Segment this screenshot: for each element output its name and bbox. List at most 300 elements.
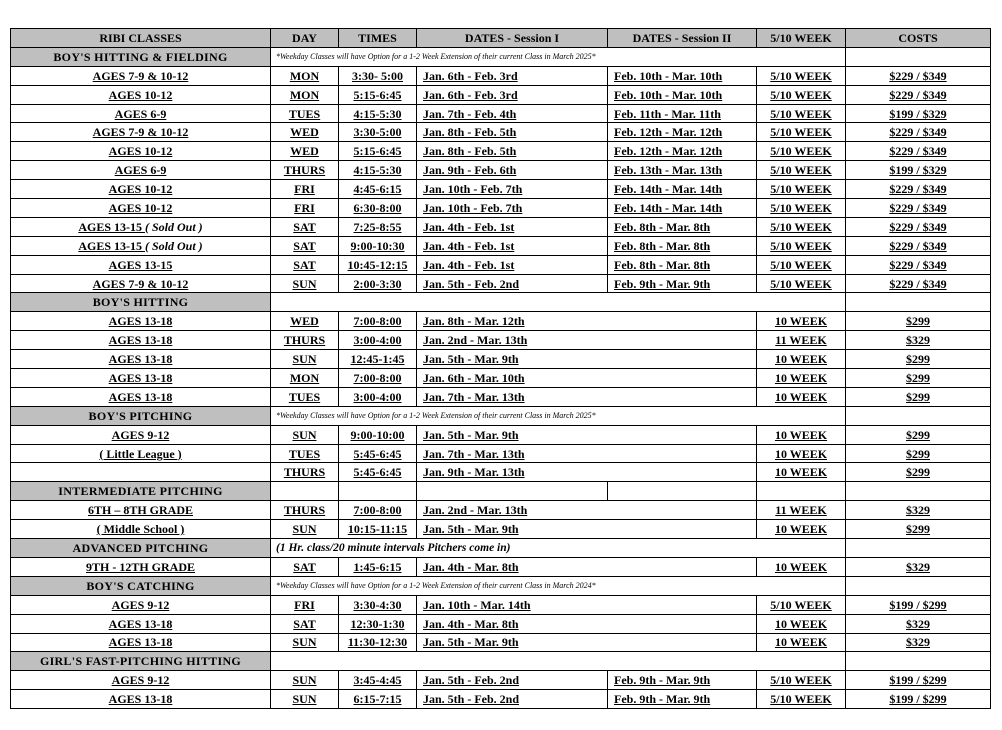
section-blank-cell bbox=[339, 482, 417, 501]
session-1-cell-text: Jan. 5th - Feb. 2nd bbox=[423, 692, 520, 707]
class-row bbox=[11, 142, 991, 161]
day-cell-text: FRI bbox=[294, 182, 315, 197]
header-session-1 bbox=[417, 29, 608, 48]
day-cell-text: MON bbox=[289, 68, 320, 83]
time-cell-text: 7:25-8:55 bbox=[353, 219, 402, 234]
week-cell bbox=[757, 369, 846, 388]
cost-cell-text: $229 / $349 bbox=[889, 276, 947, 291]
time-cell bbox=[339, 312, 417, 331]
week-cell-text: 5/10 WEEK bbox=[770, 106, 832, 121]
section-blank-cell bbox=[608, 482, 757, 501]
time-cell bbox=[339, 520, 417, 539]
time-cell-text: 5:15-6:45 bbox=[353, 87, 402, 102]
session-dates-cell bbox=[417, 425, 757, 444]
class-row bbox=[11, 331, 991, 350]
cost-cell bbox=[846, 331, 991, 350]
session-1-cell bbox=[417, 274, 608, 293]
time-cell bbox=[339, 142, 417, 161]
day-cell-text: WED bbox=[290, 144, 319, 159]
time-cell bbox=[339, 425, 417, 444]
week-cell bbox=[757, 274, 846, 293]
section-title-text: BOY'S HITTING & FIELDING bbox=[53, 49, 228, 64]
class-row bbox=[11, 557, 991, 576]
age-cell-text: AGES 7-9 & 10-12 bbox=[92, 276, 189, 291]
session-1-cell bbox=[417, 180, 608, 199]
week-cell-text: 5/10 WEEK bbox=[770, 238, 832, 253]
cost-cell-text: $329 bbox=[906, 503, 930, 518]
cost-cell bbox=[846, 312, 991, 331]
cost-cell-text: $299 bbox=[906, 427, 930, 442]
session-dates-cell bbox=[417, 614, 757, 633]
session-2-cell bbox=[608, 85, 757, 104]
header-times-text: TIMES bbox=[358, 30, 397, 45]
age-cell-text: AGES 13-15 bbox=[78, 238, 142, 253]
section-note bbox=[271, 406, 846, 425]
session-2-cell-text: Feb. 9th - Mar. 9th bbox=[614, 692, 711, 707]
cost-cell-text: $229 / $349 bbox=[889, 257, 947, 272]
week-cell-text: 5/10 WEEK bbox=[770, 257, 832, 272]
time-cell-text: 3:45-4:45 bbox=[353, 673, 402, 688]
time-cell bbox=[339, 274, 417, 293]
week-cell-text: 5/10 WEEK bbox=[770, 125, 832, 140]
day-cell-text: SUN bbox=[292, 635, 317, 650]
time-cell-text: 11:30-12:30 bbox=[347, 635, 408, 650]
session-1-cell bbox=[417, 66, 608, 85]
session-dates-cell-text: Jan. 5th - Mar. 9th bbox=[423, 635, 519, 650]
section-title-text: BOY'S CATCHING bbox=[86, 578, 195, 593]
day-cell-text: THURS bbox=[283, 503, 326, 518]
cost-cell bbox=[846, 217, 991, 236]
time-cell bbox=[339, 104, 417, 123]
session-1-cell bbox=[417, 690, 608, 709]
week-cell bbox=[757, 690, 846, 709]
day-cell bbox=[271, 633, 339, 652]
cost-cell bbox=[846, 236, 991, 255]
session-1-cell bbox=[417, 104, 608, 123]
cost-cell-text: $199 / $299 bbox=[889, 597, 947, 612]
week-cell bbox=[757, 463, 846, 482]
time-cell-text: 4:45-6:15 bbox=[353, 182, 402, 197]
week-cell bbox=[757, 199, 846, 218]
time-cell bbox=[339, 66, 417, 85]
session-dates-cell bbox=[417, 331, 757, 350]
section-header-row bbox=[11, 293, 991, 312]
week-cell-text: 5/10 WEEK bbox=[770, 163, 832, 178]
header-costs-text: COSTS bbox=[898, 30, 938, 45]
week-cell bbox=[757, 180, 846, 199]
cost-cell-text: $329 bbox=[906, 333, 930, 348]
session-2-cell-text: Feb. 12th - Mar. 12th bbox=[614, 125, 723, 140]
week-cell-text: 10 WEEK bbox=[774, 352, 828, 367]
class-row bbox=[11, 66, 991, 85]
cost-cell-text: $299 bbox=[906, 370, 930, 385]
day-cell-text: SUN bbox=[292, 427, 317, 442]
age-cell bbox=[11, 350, 271, 369]
session-2-cell-text: Feb. 14th - Mar. 14th bbox=[614, 182, 723, 197]
session-1-cell bbox=[417, 85, 608, 104]
day-cell bbox=[271, 123, 339, 142]
day-cell bbox=[271, 557, 339, 576]
age-cell-text: 9TH - 12TH GRADE bbox=[85, 559, 195, 574]
cost-cell-text: $299 bbox=[906, 522, 930, 537]
class-row bbox=[11, 123, 991, 142]
time-cell-text: 9:00-10:30 bbox=[350, 238, 405, 253]
age-cell bbox=[11, 520, 271, 539]
week-cell-text: 10 WEEK bbox=[774, 370, 828, 385]
day-cell-text: WED bbox=[290, 125, 319, 140]
section-note-text: *Weekday Classes will have Option for a 1-2 Week Extension of their current Class in March 2025* bbox=[276, 410, 596, 420]
session-2-cell bbox=[608, 66, 757, 85]
session-dates-cell-text: Jan. 5th - Mar. 9th bbox=[423, 522, 519, 537]
age-cell bbox=[11, 274, 271, 293]
week-cell-text: 10 WEEK bbox=[774, 427, 828, 442]
session-1-cell-text: Jan. 5th - Feb. 2nd bbox=[423, 276, 520, 291]
day-cell-text: SUN bbox=[292, 522, 317, 537]
day-cell-text: SAT bbox=[293, 257, 316, 272]
session-dates-cell-text: Jan. 7th - Mar. 13th bbox=[423, 446, 525, 461]
cost-cell bbox=[846, 520, 991, 539]
day-cell-text: THURS bbox=[283, 333, 326, 348]
time-cell bbox=[339, 255, 417, 274]
week-cell bbox=[757, 217, 846, 236]
age-cell bbox=[11, 501, 271, 520]
time-cell bbox=[339, 236, 417, 255]
day-cell bbox=[271, 161, 339, 180]
day-cell-text: WED bbox=[290, 314, 319, 329]
session-1-cell bbox=[417, 255, 608, 274]
cost-cell-text: $299 bbox=[906, 389, 930, 404]
session-2-cell-text: Feb. 10th - Mar. 10th bbox=[614, 68, 723, 83]
week-cell bbox=[757, 387, 846, 406]
section-blank-cell bbox=[757, 482, 846, 501]
class-row bbox=[11, 180, 991, 199]
time-cell bbox=[339, 217, 417, 236]
session-dates-cell-text: Jan. 4th - Mar. 8th bbox=[423, 616, 519, 631]
day-cell bbox=[271, 85, 339, 104]
time-cell bbox=[339, 369, 417, 388]
header-costs bbox=[846, 29, 991, 48]
section-header-row bbox=[11, 652, 991, 671]
day-cell bbox=[271, 180, 339, 199]
age-cell bbox=[11, 312, 271, 331]
day-cell-text: TUES bbox=[288, 446, 321, 461]
section-note-text: *Weekday Classes will have Option for a 1-2 Week Extension of their current Class in March 2024* bbox=[276, 580, 596, 590]
day-cell bbox=[271, 595, 339, 614]
cost-cell-text: $229 / $349 bbox=[889, 238, 947, 253]
week-cell-text: 10 WEEK bbox=[774, 616, 828, 631]
age-cell-text: ( Little League ) bbox=[99, 446, 182, 461]
time-cell bbox=[339, 331, 417, 350]
cost-cell-text: $299 bbox=[906, 465, 930, 480]
day-cell bbox=[271, 690, 339, 709]
age-cell-text: AGES 6-9 bbox=[114, 106, 167, 121]
time-cell-text: 5:15-6:45 bbox=[353, 144, 402, 159]
week-cell-text: 10 WEEK bbox=[774, 446, 828, 461]
age-cell-text: AGES 7-9 & 10-12 bbox=[92, 125, 189, 140]
session-1-cell-text: Jan. 9th - Feb. 6th bbox=[423, 163, 517, 178]
time-cell-text: 3:00-4:00 bbox=[353, 333, 402, 348]
day-cell bbox=[271, 142, 339, 161]
section-blank-cell bbox=[846, 576, 991, 595]
day-cell-text: SUN bbox=[292, 673, 317, 688]
week-cell bbox=[757, 142, 846, 161]
cost-cell-text: $299 bbox=[906, 446, 930, 461]
day-cell-text: FRI bbox=[294, 200, 315, 215]
age-cell-text: AGES 10-12 bbox=[108, 182, 173, 197]
session-1-cell-text: Jan. 10th - Feb. 7th bbox=[423, 182, 523, 197]
day-cell-text: SAT bbox=[293, 559, 316, 574]
day-cell bbox=[271, 671, 339, 690]
week-cell bbox=[757, 255, 846, 274]
class-row bbox=[11, 595, 991, 614]
session-dates-cell bbox=[417, 350, 757, 369]
age-cell-text: AGES 13-15 bbox=[108, 257, 173, 272]
session-1-cell-text: Jan. 4th - Feb. 1st bbox=[423, 219, 515, 234]
age-cell-text: AGES 13-15 bbox=[78, 219, 142, 234]
sold-out-label: ( Sold Out ) bbox=[145, 238, 203, 253]
age-cell-text: AGES 13-18 bbox=[108, 692, 173, 707]
cost-cell bbox=[846, 614, 991, 633]
section-title bbox=[11, 482, 271, 501]
week-cell-text: 10 WEEK bbox=[774, 522, 828, 537]
section-title bbox=[11, 47, 271, 66]
session-2-cell-text: Feb. 8th - Mar. 8th bbox=[614, 257, 711, 272]
section-note-text: *Weekday Classes will have Option for a 1-2 Week Extension of their current Class in March 2025* bbox=[276, 51, 596, 61]
header-times bbox=[339, 29, 417, 48]
session-1-cell bbox=[417, 142, 608, 161]
time-cell bbox=[339, 671, 417, 690]
header-session-2 bbox=[608, 29, 757, 48]
section-header-row bbox=[11, 47, 991, 66]
age-cell bbox=[11, 123, 271, 142]
cost-cell bbox=[846, 104, 991, 123]
time-cell-text: 6:30-8:00 bbox=[353, 200, 402, 215]
age-cell bbox=[11, 255, 271, 274]
day-cell bbox=[271, 369, 339, 388]
session-dates-cell bbox=[417, 369, 757, 388]
week-cell-text: 5/10 WEEK bbox=[770, 68, 832, 83]
time-cell bbox=[339, 387, 417, 406]
week-cell bbox=[757, 633, 846, 652]
day-cell-text: FRI bbox=[294, 597, 315, 612]
cost-cell-text: $229 / $349 bbox=[889, 219, 947, 234]
session-dates-cell-text: Jan. 8th - Mar. 12th bbox=[423, 314, 525, 329]
age-cell bbox=[11, 104, 271, 123]
session-1-cell-text: Jan. 8th - Feb. 5th bbox=[423, 125, 517, 140]
session-1-cell bbox=[417, 671, 608, 690]
cost-cell bbox=[846, 595, 991, 614]
time-cell bbox=[339, 444, 417, 463]
age-cell-text: AGES 13-18 bbox=[108, 370, 173, 385]
class-row bbox=[11, 444, 991, 463]
cost-cell-text: $329 bbox=[906, 635, 930, 650]
week-cell bbox=[757, 312, 846, 331]
session-2-cell bbox=[608, 217, 757, 236]
week-cell bbox=[757, 161, 846, 180]
section-header-row bbox=[11, 576, 991, 595]
week-cell bbox=[757, 614, 846, 633]
session-2-cell bbox=[608, 104, 757, 123]
day-cell bbox=[271, 520, 339, 539]
section-title bbox=[11, 293, 271, 312]
week-cell bbox=[757, 595, 846, 614]
section-title-text: GIRL'S FAST-PITCHING HITTING bbox=[39, 654, 242, 669]
section-blank-cell bbox=[271, 293, 846, 312]
week-cell-text: 10 WEEK bbox=[774, 314, 828, 329]
time-cell bbox=[339, 180, 417, 199]
week-cell-text: 5/10 WEEK bbox=[770, 692, 832, 707]
section-blank-cell bbox=[846, 482, 991, 501]
age-cell-text: AGES 13-18 bbox=[108, 616, 173, 631]
header-session-2-text: DATES - Session II bbox=[632, 30, 732, 45]
day-cell bbox=[271, 350, 339, 369]
cost-cell bbox=[846, 633, 991, 652]
session-dates-cell-text: Jan. 2nd - Mar. 13th bbox=[423, 503, 528, 518]
time-cell bbox=[339, 350, 417, 369]
time-cell-text: 10:45-12:15 bbox=[347, 257, 408, 272]
week-cell-text: 5/10 WEEK bbox=[770, 673, 832, 688]
session-dates-cell-text: Jan. 5th - Mar. 9th bbox=[423, 352, 519, 367]
cost-cell bbox=[846, 501, 991, 520]
time-cell-text: 10:15-11:15 bbox=[347, 522, 408, 537]
session-2-cell-text: Feb. 9th - Mar. 9th bbox=[614, 276, 711, 291]
section-note bbox=[271, 576, 846, 595]
class-row bbox=[11, 350, 991, 369]
age-cell bbox=[11, 161, 271, 180]
cost-cell-text: $199 / $299 bbox=[889, 673, 947, 688]
header-day bbox=[271, 29, 339, 48]
cost-cell-text: $329 bbox=[906, 559, 930, 574]
section-note bbox=[271, 47, 846, 66]
time-cell bbox=[339, 501, 417, 520]
session-dates-cell-text: Jan. 6th - Mar. 10th bbox=[423, 370, 525, 385]
session-2-cell bbox=[608, 161, 757, 180]
session-2-cell-text: Feb. 10th - Mar. 10th bbox=[614, 87, 723, 102]
session-1-cell-text: Jan. 4th - Feb. 1st bbox=[423, 257, 515, 272]
section-blank-cell bbox=[271, 482, 339, 501]
age-cell bbox=[11, 199, 271, 218]
session-2-cell-text: Feb. 14th - Mar. 14th bbox=[614, 200, 723, 215]
session-2-cell-text: Feb. 11th - Mar. 11th bbox=[614, 106, 721, 121]
cost-cell bbox=[846, 369, 991, 388]
class-row bbox=[11, 161, 991, 180]
day-cell-text: SUN bbox=[292, 352, 317, 367]
week-cell bbox=[757, 671, 846, 690]
cost-cell bbox=[846, 161, 991, 180]
day-cell bbox=[271, 463, 339, 482]
class-row bbox=[11, 236, 991, 255]
section-title-text: INTERMEDIATE PITCHING bbox=[58, 484, 223, 499]
week-cell-text: 5/10 WEEK bbox=[770, 87, 832, 102]
section-title-text: ADVANCED PITCHING bbox=[72, 540, 209, 555]
week-cell-text: 10 WEEK bbox=[774, 635, 828, 650]
week-cell-text: 10 WEEK bbox=[774, 559, 828, 574]
class-row bbox=[11, 463, 991, 482]
week-cell bbox=[757, 85, 846, 104]
cost-cell-text: $199 / $329 bbox=[889, 106, 947, 121]
day-cell bbox=[271, 217, 339, 236]
session-1-cell-text: Jan. 10th - Feb. 7th bbox=[423, 200, 523, 215]
time-cell-text: 3:30-5:00 bbox=[353, 125, 402, 140]
time-cell-text: 3:30-4:30 bbox=[353, 597, 402, 612]
week-cell-text: 5/10 WEEK bbox=[770, 182, 832, 197]
session-dates-cell bbox=[417, 312, 757, 331]
time-cell bbox=[339, 123, 417, 142]
day-cell bbox=[271, 387, 339, 406]
week-cell bbox=[757, 425, 846, 444]
class-row bbox=[11, 671, 991, 690]
time-cell bbox=[339, 199, 417, 218]
age-cell-text: AGES 13-18 bbox=[108, 314, 173, 329]
day-cell bbox=[271, 255, 339, 274]
section-blank-cell bbox=[846, 47, 991, 66]
session-1-cell-text: Jan. 6th - Feb. 3rd bbox=[423, 68, 518, 83]
section-blank-cell bbox=[417, 482, 608, 501]
cost-cell-text: $299 bbox=[906, 352, 930, 367]
time-cell-text: 3:00-4:00 bbox=[353, 389, 402, 404]
time-cell bbox=[339, 85, 417, 104]
age-cell bbox=[11, 633, 271, 652]
session-2-cell bbox=[608, 671, 757, 690]
day-cell bbox=[271, 331, 339, 350]
time-cell-text: 4:15-5:30 bbox=[353, 106, 402, 121]
session-2-cell bbox=[608, 142, 757, 161]
cost-cell bbox=[846, 274, 991, 293]
session-1-cell-text: Jan. 6th - Feb. 3rd bbox=[423, 87, 518, 102]
session-1-cell-text: Jan. 4th - Feb. 1st bbox=[423, 238, 515, 253]
cost-cell bbox=[846, 199, 991, 218]
session-dates-cell-text: Jan. 9th - Mar. 13th bbox=[423, 465, 525, 480]
session-dates-cell-text: Jan. 7th - Mar. 13th bbox=[423, 389, 525, 404]
session-1-cell bbox=[417, 217, 608, 236]
day-cell bbox=[271, 312, 339, 331]
header-classes-text: RIBI CLASSES bbox=[99, 30, 182, 45]
class-row bbox=[11, 274, 991, 293]
class-row bbox=[11, 387, 991, 406]
day-cell-text: THURS bbox=[283, 163, 326, 178]
age-cell-text: AGES 9-12 bbox=[111, 597, 170, 612]
cost-cell bbox=[846, 66, 991, 85]
day-cell-text: SAT bbox=[293, 616, 316, 631]
session-2-cell bbox=[608, 199, 757, 218]
time-cell bbox=[339, 557, 417, 576]
session-1-cell-text: Jan. 7th - Feb. 4th bbox=[423, 106, 517, 121]
section-blank-cell bbox=[271, 652, 846, 671]
week-cell-text: 10 WEEK bbox=[774, 465, 828, 480]
time-cell-text: 2:00-3:30 bbox=[353, 276, 402, 291]
class-row bbox=[11, 85, 991, 104]
session-2-cell-text: Feb. 8th - Mar. 8th bbox=[614, 238, 711, 253]
age-cell bbox=[11, 614, 271, 633]
class-row bbox=[11, 520, 991, 539]
class-row bbox=[11, 501, 991, 520]
section-header-row bbox=[11, 482, 991, 501]
age-cell bbox=[11, 180, 271, 199]
age-cell bbox=[11, 85, 271, 104]
session-dates-cell-text: Jan. 2nd - Mar. 13th bbox=[423, 333, 528, 348]
cost-cell-text: $199 / $299 bbox=[889, 692, 947, 707]
cost-cell bbox=[846, 690, 991, 709]
week-cell-text: 5/10 WEEK bbox=[770, 276, 832, 291]
cost-cell bbox=[846, 463, 991, 482]
sold-out-label: ( Sold Out ) bbox=[145, 219, 203, 234]
section-title bbox=[11, 652, 271, 671]
age-cell bbox=[11, 331, 271, 350]
class-row bbox=[11, 255, 991, 274]
day-cell-text: MON bbox=[289, 370, 320, 385]
day-cell bbox=[271, 104, 339, 123]
cost-cell-text: $229 / $349 bbox=[889, 144, 947, 159]
